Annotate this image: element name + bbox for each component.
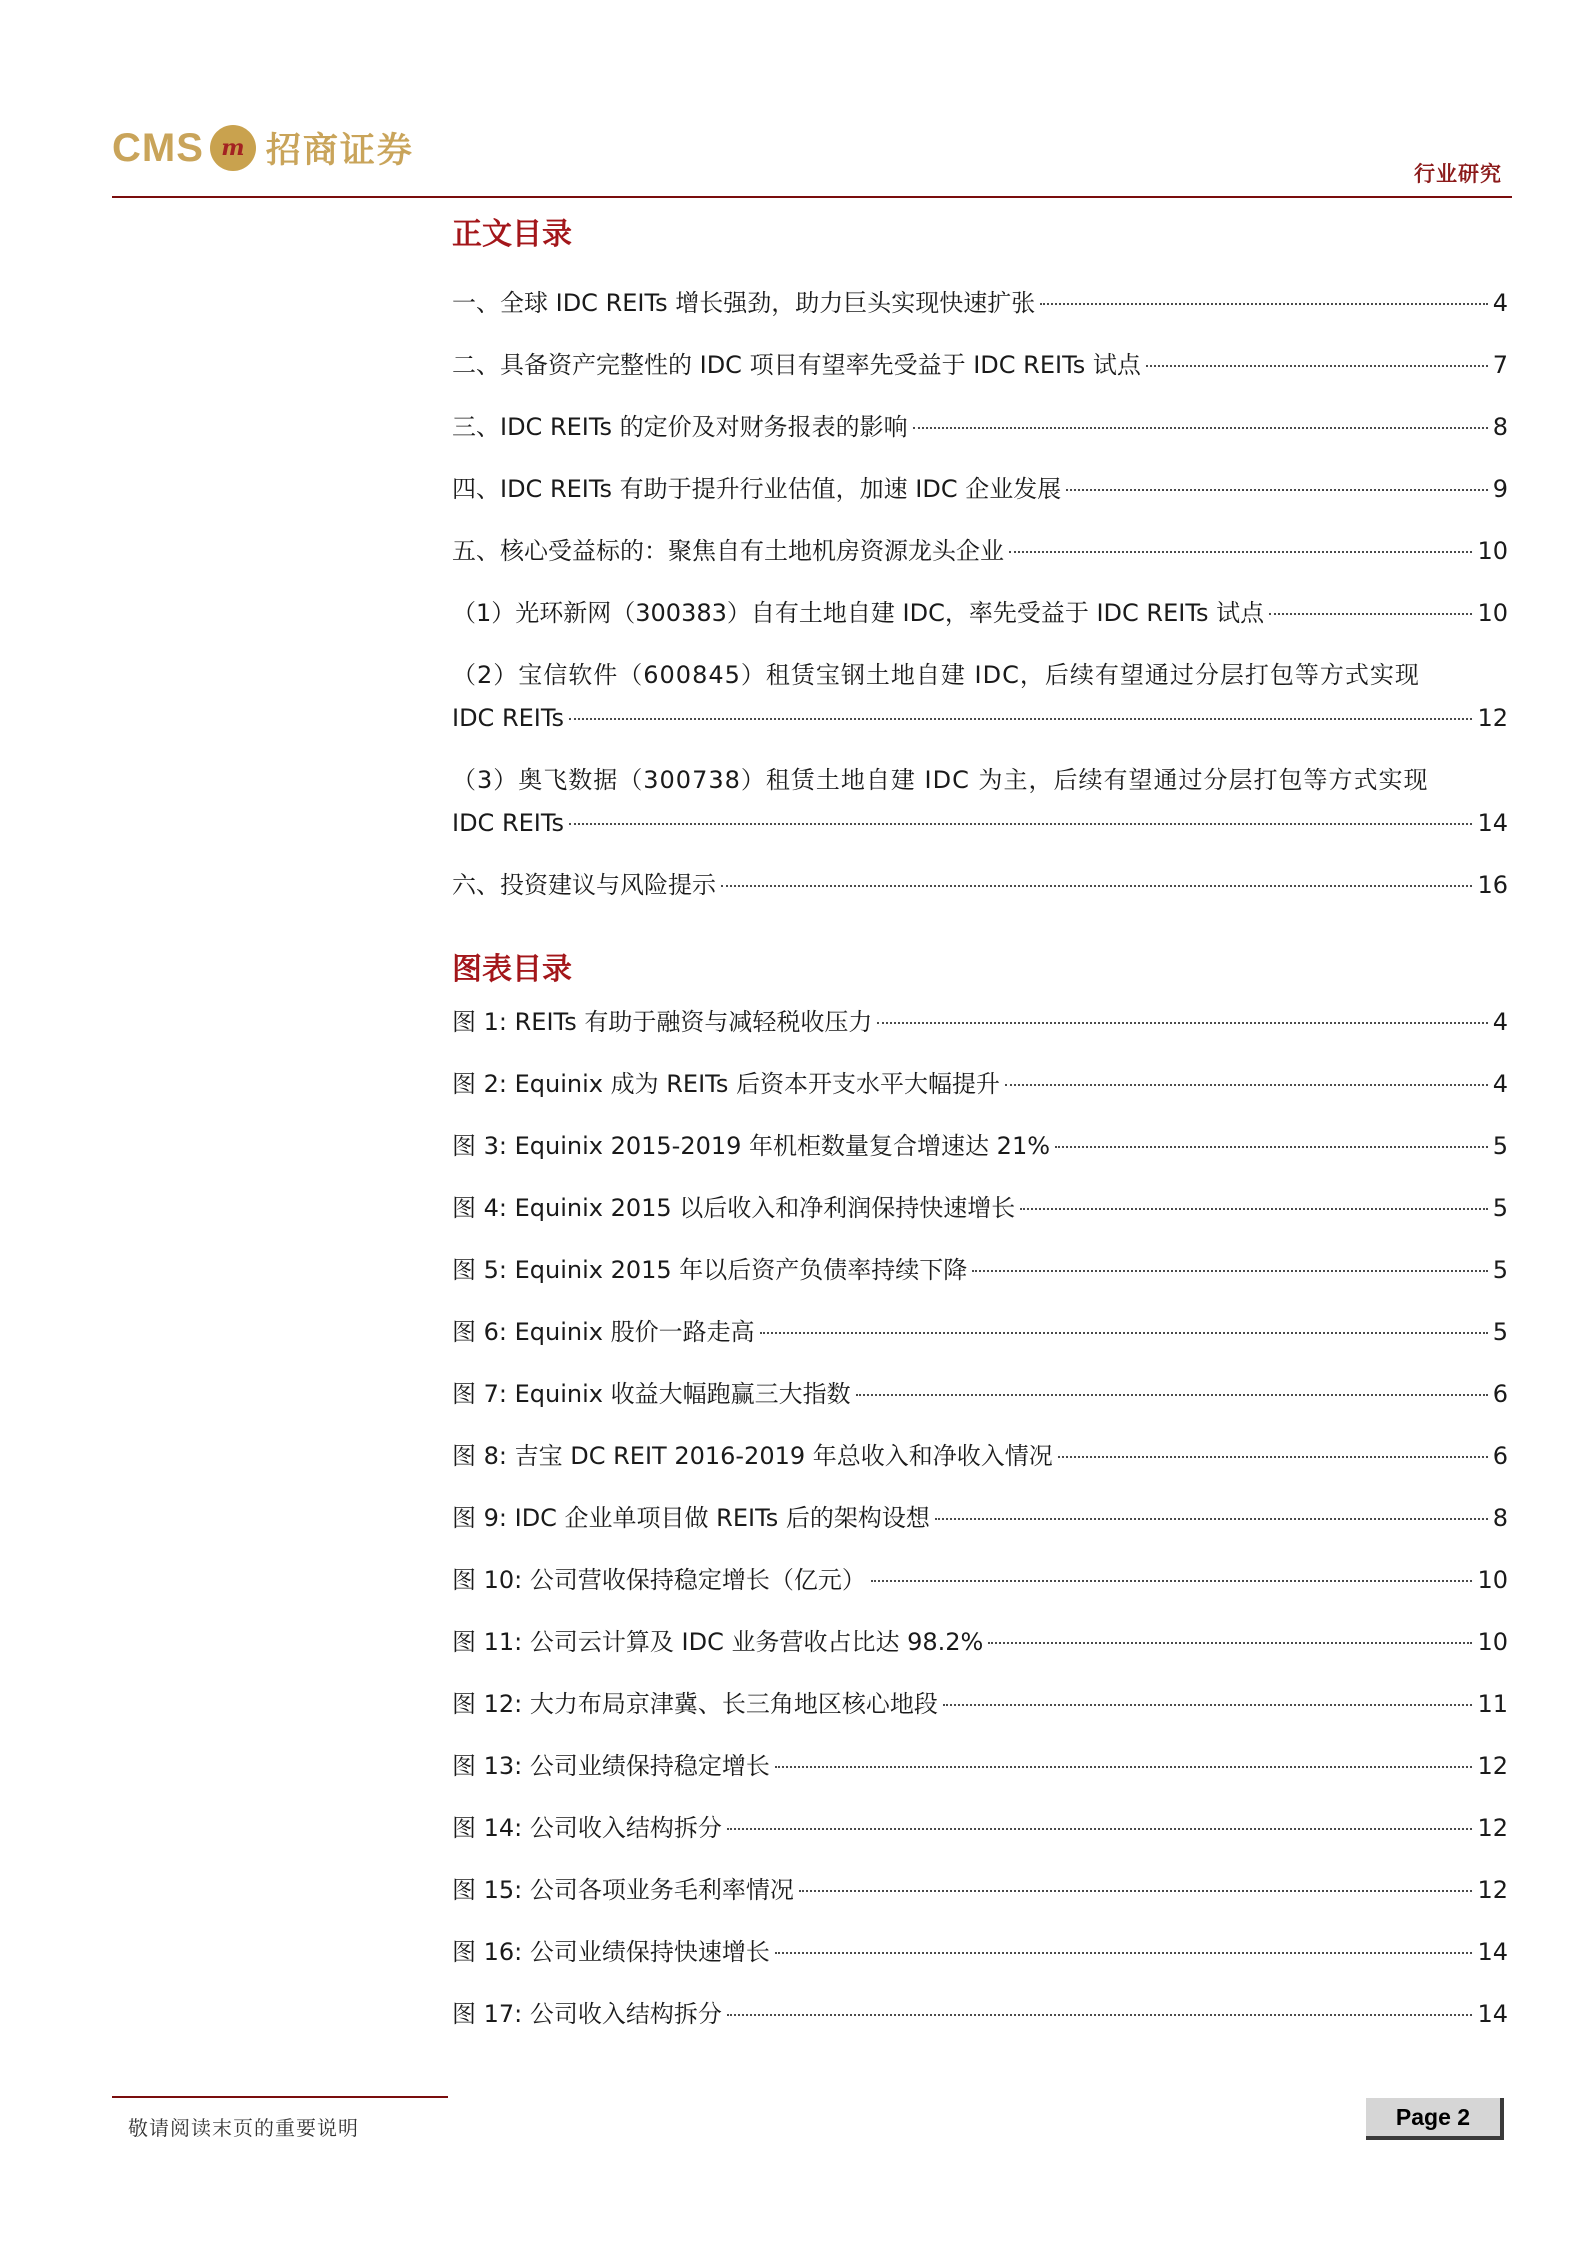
toc-entry-text: 图 7: Equinix 收益大幅跑赢三大指数 <box>452 1380 851 1408</box>
toc-entry-text: 二、具备资产完整性的 IDC 项目有望率先受益于 IDC REITs 试点 <box>452 351 1141 379</box>
toc-entry-text: 图 13: 公司业绩保持稳定增长 <box>452 1752 770 1780</box>
toc-page-number: 12 <box>1477 1752 1508 1780</box>
toc-leader-dots <box>871 1580 1473 1582</box>
toc-leader-dots <box>1146 365 1488 367</box>
toc-leader-dots <box>935 1518 1488 1520</box>
toc-entry-text: 图 10: 公司营收保持稳定增长（亿元） <box>452 1566 866 1594</box>
toc-entry[interactable] <box>452 1683 1508 1726</box>
toc-entry-text: 图 4: Equinix 2015 以后收入和净利润保持快速增长 <box>452 1194 1016 1222</box>
toc-entry[interactable] <box>452 759 1508 845</box>
logo-emblem-icon <box>210 125 256 171</box>
toc-page-number: 16 <box>1477 871 1508 899</box>
toc-entry-text-line1: （3）奥飞数据（300738）租赁土地自建 IDC 为主，后续有望通过分层打包等方式实现 <box>452 766 1429 794</box>
toc-entry[interactable] <box>452 1869 1508 1912</box>
toc-entry[interactable] <box>452 1001 1508 1044</box>
toc-entry[interactable] <box>452 864 1508 907</box>
toc-leader-dots <box>1040 303 1487 305</box>
toc-leader-dots <box>569 718 1472 720</box>
toc-entry-text: 图 2: Equinix 成为 REITs 后资本开支水平大幅提升 <box>452 1070 1000 1098</box>
toc-main-list <box>452 282 1508 907</box>
toc-page-number: 4 <box>1492 1008 1508 1036</box>
toc-leader-dots <box>727 1828 1473 1830</box>
toc-leader-dots <box>972 1270 1487 1272</box>
toc-entry-text: 五、核心受益标的：聚焦自有土地机房资源龙头企业 <box>452 537 1004 565</box>
toc-entry[interactable] <box>452 1249 1508 1292</box>
toc-leader-dots <box>569 823 1472 825</box>
toc-entry-text: （1）光环新网（300383）自有土地自建 IDC，率先受益于 IDC REITs 试点 <box>452 599 1265 627</box>
toc-entry[interactable] <box>452 1745 1508 1788</box>
toc-page-number: 8 <box>1492 1504 1508 1532</box>
page-number-badge: Page 2 <box>1366 2098 1504 2140</box>
toc-page-number: 5 <box>1492 1194 1508 1222</box>
toc-entry[interactable] <box>452 1559 1508 1602</box>
toc-page-number: 10 <box>1477 599 1508 627</box>
toc-entry[interactable] <box>452 1063 1508 1106</box>
toc-leader-dots <box>877 1022 1487 1024</box>
toc-entry-text: 图 11: 公司云计算及 IDC 业务营收占比达 98.2% <box>452 1628 984 1656</box>
toc-entry-text: 图 14: 公司收入结构拆分 <box>452 1814 722 1842</box>
toc-page-number: 14 <box>1477 809 1508 837</box>
toc-page-number: 12 <box>1477 1814 1508 1842</box>
toc-leader-dots <box>1058 1456 1488 1458</box>
header-divider <box>112 196 1512 198</box>
toc-leader-dots <box>727 2014 1473 2016</box>
toc-entry-text: 图 15: 公司各项业务毛利率情况 <box>452 1876 794 1904</box>
toc-entry-text: 图 9: IDC 企业单项目做 REITs 后的架构设想 <box>452 1504 930 1532</box>
toc-leader-dots <box>1009 551 1472 553</box>
toc-entry[interactable] <box>452 654 1508 740</box>
toc-leader-dots <box>1005 1084 1488 1086</box>
toc-leader-dots <box>1055 1146 1488 1148</box>
toc-entry[interactable] <box>452 1187 1508 1230</box>
toc-content <box>452 204 1508 2055</box>
toc-entry[interactable] <box>452 1435 1508 1478</box>
toc-entry-text: IDC REITs <box>452 809 565 837</box>
toc-figures-title: 图表目录 <box>452 952 572 987</box>
toc-leader-dots <box>1020 1208 1487 1210</box>
toc-entry-text: 图 1: REITs 有助于融资与减轻税收压力 <box>452 1008 873 1036</box>
toc-leader-dots <box>988 1642 1472 1644</box>
toc-leader-dots <box>913 427 1488 429</box>
footer-divider <box>112 2096 448 2098</box>
toc-page-number: 9 <box>1492 475 1508 503</box>
toc-entry[interactable] <box>452 1497 1508 1540</box>
toc-page-number: 5 <box>1492 1132 1508 1160</box>
toc-entry-text: 三、IDC REITs 的定价及对财务报表的影响 <box>452 413 908 441</box>
toc-entry-text: 图 12: 大力布局京津冀、长三角地区核心地段 <box>452 1690 938 1718</box>
toc-entry-text: 图 17: 公司收入结构拆分 <box>452 2000 722 2028</box>
toc-entry-text: 图 6: Equinix 股价一路走高 <box>452 1318 755 1346</box>
toc-entry[interactable] <box>452 1931 1508 1974</box>
toc-page-number: 14 <box>1477 2000 1508 2028</box>
logo-emblem-letter: m <box>221 135 245 161</box>
toc-page-number: 11 <box>1477 1690 1508 1718</box>
report-category: 行业研究 <box>1414 162 1502 186</box>
brand-logo <box>112 122 414 174</box>
toc-leader-dots <box>1269 613 1472 615</box>
toc-entry[interactable] <box>452 468 1508 511</box>
toc-entry[interactable] <box>452 1621 1508 1664</box>
toc-entry[interactable] <box>452 530 1508 573</box>
toc-entry-text: 一、全球 IDC REITs 增长强劲，助力巨头实现快速扩张 <box>452 289 1036 317</box>
toc-leader-dots <box>775 1952 1473 1954</box>
toc-entry[interactable] <box>452 1125 1508 1168</box>
toc-entry[interactable] <box>452 1993 1508 2036</box>
toc-entry-text: IDC REITs <box>452 704 565 732</box>
toc-leader-dots <box>799 1890 1473 1892</box>
toc-entry[interactable] <box>452 406 1508 449</box>
toc-page-number: 5 <box>1492 1256 1508 1284</box>
toc-page-number: 10 <box>1477 1628 1508 1656</box>
toc-leader-dots <box>943 1704 1473 1706</box>
toc-entry[interactable] <box>452 282 1508 325</box>
toc-page-number: 12 <box>1477 704 1508 732</box>
toc-entry-text: 图 5: Equinix 2015 年以后资产负债率持续下降 <box>452 1256 968 1284</box>
toc-entry-text: 四、IDC REITs 有助于提升行业估值，加速 IDC 企业发展 <box>452 475 1062 503</box>
toc-page-number: 5 <box>1492 1318 1508 1346</box>
toc-page-number: 7 <box>1492 351 1508 379</box>
toc-page-number: 6 <box>1492 1380 1508 1408</box>
toc-entry[interactable] <box>452 1311 1508 1354</box>
footer-disclaimer: 敬请阅读末页的重要说明 <box>128 2116 359 2140</box>
toc-page-number: 4 <box>1492 1070 1508 1098</box>
toc-main-title: 正文目录 <box>452 217 572 252</box>
toc-entry-text: 六、投资建议与风险提示 <box>452 871 716 899</box>
toc-entry-text: 图 3: Equinix 2015-2019 年机柜数量复合增速达 21% <box>452 1132 1051 1160</box>
toc-page-number: 8 <box>1492 413 1508 441</box>
toc-leader-dots <box>760 1332 1488 1334</box>
toc-leader-dots <box>775 1766 1473 1768</box>
toc-entry-text: 图 16: 公司业绩保持快速增长 <box>452 1938 770 1966</box>
toc-page-number: 12 <box>1477 1876 1508 1904</box>
toc-figures-list <box>452 1001 1508 2036</box>
toc-entry[interactable] <box>452 1807 1508 1850</box>
toc-leader-dots <box>1066 489 1487 491</box>
toc-page-number: 10 <box>1477 1566 1508 1594</box>
toc-page-number: 10 <box>1477 537 1508 565</box>
logo-chinese-text: 招商证券 <box>265 130 414 171</box>
toc-entry-text-line1: （2）宝信软件（600845）租赁宝钢土地自建 IDC，后续有望通过分层打包等方式实现 <box>452 661 1420 689</box>
logo-latin-text: CMS <box>112 125 204 170</box>
toc-page-number: 4 <box>1492 289 1508 317</box>
toc-entry[interactable] <box>452 344 1508 387</box>
toc-entry-text: 图 8: 吉宝 DC REIT 2016-2019 年总收入和净收入情况 <box>452 1442 1053 1470</box>
toc-leader-dots <box>856 1394 1488 1396</box>
toc-entry[interactable] <box>452 1373 1508 1416</box>
toc-page-number: 14 <box>1477 1938 1508 1966</box>
toc-page-number: 6 <box>1492 1442 1508 1470</box>
toc-leader-dots <box>721 885 1472 887</box>
toc-entry[interactable] <box>452 592 1508 635</box>
